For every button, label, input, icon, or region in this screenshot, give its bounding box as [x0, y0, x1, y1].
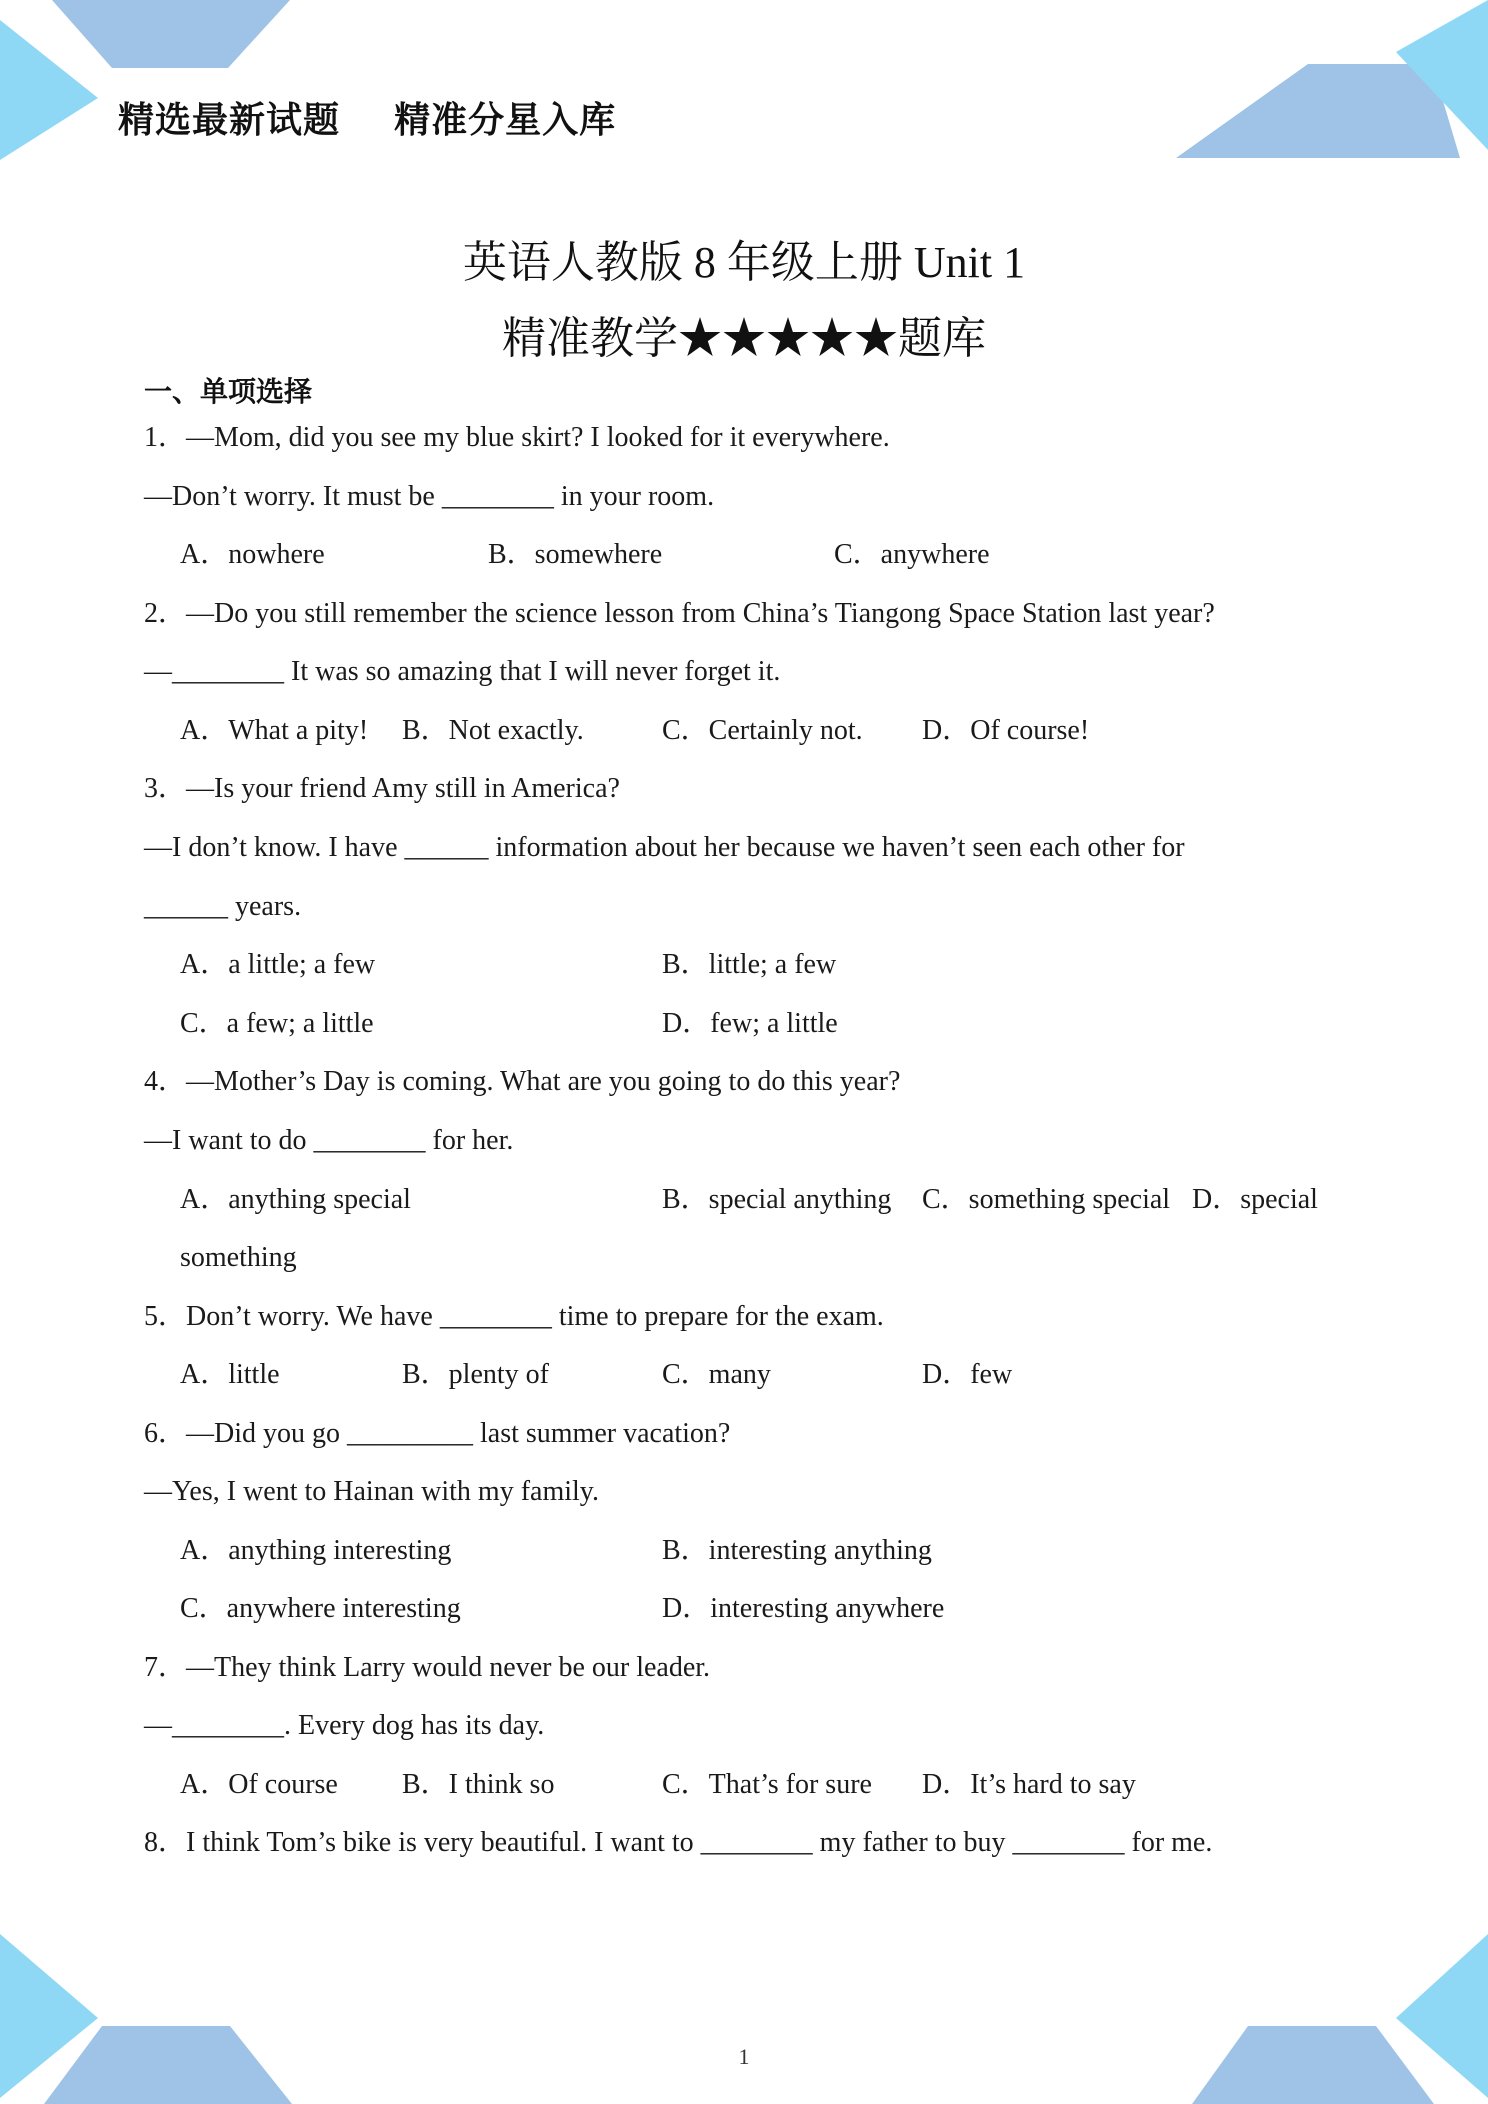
question-2-response: —________ It was so amazing that I will never forget it. [144, 656, 781, 687]
question-6-response: —Yes, I went to Hainan with my family. [144, 1476, 599, 1507]
question-3-option-c: C．a few; a little [180, 1008, 374, 1039]
question-3-response: —I don’t know. I have ______ information about her because we haven’t seen each other for [144, 832, 1185, 863]
question-4-option-b: B．special anything [662, 1184, 892, 1215]
question-1-response: —Don’t worry. It must be ________ in your room. [144, 481, 715, 512]
question-6-option-a: A．anything interesting [180, 1535, 452, 1566]
question-4-option-d: D．special [1192, 1184, 1318, 1215]
question-4-option-a: A．anything special [180, 1184, 411, 1215]
question-5-option-c: C．many [662, 1359, 771, 1390]
page-number: 1 [738, 2044, 750, 2069]
question-5-option-b: B．plenty of [402, 1359, 549, 1390]
document-title: 英语人教版 8 年级上册 Unit 1 [462, 238, 1026, 287]
question-7-stem: 7．—They think Larry would never be our leader. [144, 1652, 711, 1683]
top-left-decoration [0, 0, 300, 170]
question-1-option-b: B．somewhere [488, 539, 663, 570]
question-5-stem: 5．Don’t worry. We have ________ time to prepare for the exam. [144, 1301, 884, 1332]
question-3-option-a: A．a little; a few [180, 949, 376, 980]
question-2-option-c: C．Certainly not. [662, 715, 863, 746]
question-2-stem: 2．—Do you still remember the science lesson from China’s Tiangong Space Station last year? [144, 598, 1215, 629]
question-4-stem: 4．—Mother’s Day is coming. What are you going to do this year? [144, 1066, 901, 1097]
question-6-option-c: C．anywhere interesting [180, 1593, 461, 1624]
header-slogan: 精选最新试题 精准分星入库 [118, 100, 617, 141]
top-right-decoration [1170, 0, 1488, 170]
question-6-option-d: D．interesting anywhere [662, 1593, 945, 1624]
question-6-option-b: B．interesting anything [662, 1535, 932, 1566]
question-1-stem: 1．—Mom, did you see my blue skirt? I looked for it everywhere. [144, 422, 890, 453]
question-1-option-a: A．nowhere [180, 539, 325, 570]
question-2-option-a: A．What a pity! [180, 715, 369, 746]
question-3-response-continued: ______ years. [144, 891, 302, 922]
document-subtitle: 精准教学★★★★★题库 [502, 314, 986, 363]
question-7-response: —________. Every dog has its day. [144, 1710, 545, 1741]
question-7-option-b: B．I think so [402, 1769, 555, 1800]
question-7-option-d: D．It’s hard to say [922, 1769, 1136, 1800]
question-3-stem: 3．—Is your friend Amy still in America? [144, 773, 620, 804]
question-2-option-b: B．Not exactly. [402, 715, 584, 746]
question-3-option-b: B．little; a few [662, 949, 837, 980]
question-8-stem: 8．I think Tom’s bike is very beautiful. I want to ________ my father to buy ________ for me. [144, 1827, 1213, 1858]
section-heading: 一、单项选择 [144, 375, 313, 408]
question-3-option-d: D．few; a little [662, 1008, 838, 1039]
question-7-option-c: C．That’s for sure [662, 1769, 872, 1800]
question-5-option-a: A．little [180, 1359, 280, 1390]
question-7-option-a: A．Of course [180, 1769, 338, 1800]
question-6-stem: 6．—Did you go _________ last summer vacation? [144, 1418, 731, 1449]
question-4-option-d-wrap: something [180, 1242, 297, 1273]
bottom-left-decoration [0, 1930, 320, 2104]
question-4-response: —I want to do ________ for her. [144, 1125, 514, 1156]
bottom-right-decoration [1170, 1930, 1488, 2104]
question-5-option-d: D．few [922, 1359, 1013, 1390]
question-1-option-c: C．anywhere [834, 539, 990, 570]
question-4-option-c: C．something special [922, 1184, 1171, 1215]
question-2-option-d: D．Of course! [922, 715, 1090, 746]
